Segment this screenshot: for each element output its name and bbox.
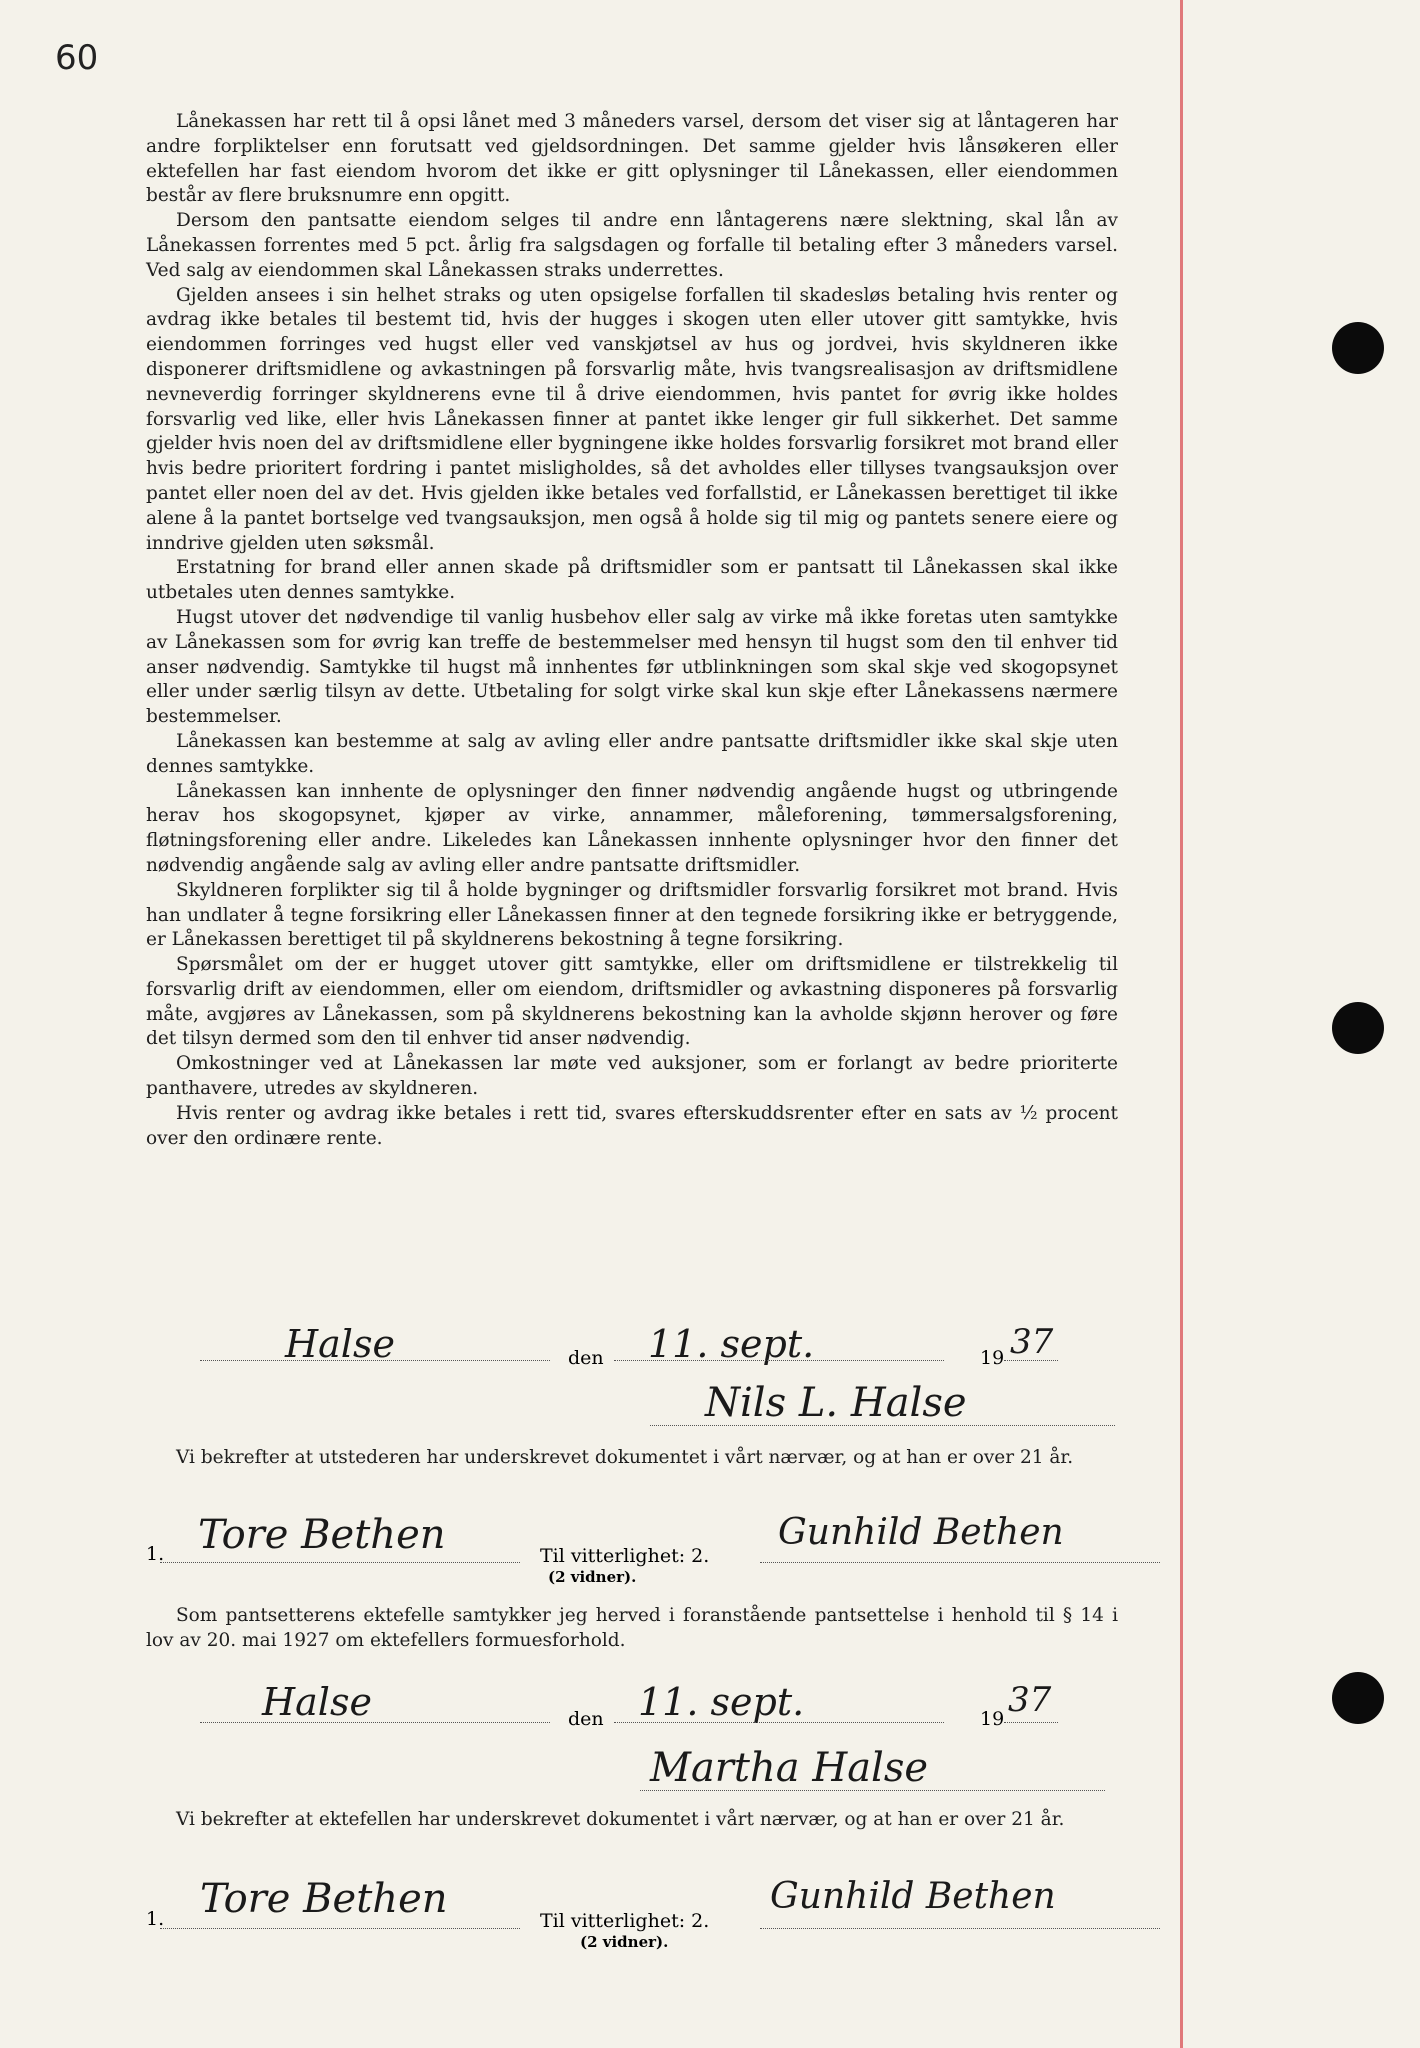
paragraph: Omkostninger ved at Lånekassen lar møte ved auksjoner, som er forlangt av bedre prioriterte panthavere, utredes av skyldneren. xyxy=(146,1053,1118,1100)
witness-1-signature: Tore Bethen xyxy=(198,1512,446,1558)
den-label: den xyxy=(568,1347,604,1369)
place-handwritten: Halse xyxy=(262,1680,372,1724)
body-text xyxy=(146,110,1118,1151)
signature-handwritten: Nils L. Halse xyxy=(705,1380,967,1426)
witness-2-line xyxy=(760,1562,1160,1563)
paragraph: Lånekassen kan innhente de oplysninger den finner nødvendig angående hugst og utbringende herav hos skogopsynet, kjøper av virke, annammer, måleforening, tømmersalgsforening, fløtningsforening eller andre. Likeledes kan Lånekassen innhente oplysninger hvor den finner det nødvendig angående salg av avling eller andre pantsatte driftsmidler. xyxy=(146,780,1118,876)
witness-2-signature: Gunhild Bethen xyxy=(770,1876,1056,1917)
witness-1-signature: Tore Bethen xyxy=(200,1876,448,1922)
year-handwritten: 37 xyxy=(1010,1322,1054,1362)
signature-handwritten: Martha Halse xyxy=(650,1745,929,1791)
witness-1-line xyxy=(160,1928,520,1929)
paragraph: Gjelden ansees i sin helhet straks og uten opsigelse forfallen til skadesløs betaling hvis renter og avdrag ikke betales til bestemt tid, hvis der hugges i skogen uten eller utover gitt samtykke, hvis eiendommen forringes ved hugst eller ved vanskjøtsel av hus og jordvei, hvis skyldneren ikke disponerer driftsmidlene og avkastningen på forsvarlig måte, hvis tvangsrealisasjon av driftsmidlene nevneverdig forringer skyldnerens evne til å drive eiendommen, hvis pantet for øvrig ikke holdes forsvarlig ved like, eller hvis Lånekassen finner at pantet ikke lenger gir full sikkerhet. Det samme gjelder hvis noen del av driftsmidlene eller bygningene ikke holdes forsvarlig forsikret mot brand eller hvis bedre prioritert fordring i pantet misligholdes, så det avholdes eller tillyses tvangsauksjon over pantet eller noen del av det. Hvis gjelden ikke betales ved forfallstid, er Lånekassen berettiget til ikke alene å la pantet bortselge ved tvangsauksjon, men også å holde sig til mig og pantets senere eiere og inndrive gjelden uten søksmål. xyxy=(146,284,1118,554)
year-prefix: 19 xyxy=(980,1708,1005,1730)
year-line xyxy=(1004,1722,1058,1723)
date-handwritten: 11. sept. xyxy=(648,1322,815,1366)
place-handwritten: Halse xyxy=(285,1322,395,1366)
punch-hole-middle xyxy=(1332,1002,1384,1054)
date-line xyxy=(614,1360,944,1361)
margin-line xyxy=(1180,0,1183,2048)
date-line xyxy=(614,1722,944,1723)
signature-line xyxy=(640,1790,1105,1791)
paragraph: Hvis renter og avdrag ikke betales i rett tid, svares efterskuddsrenter efter en sats av ½ procent over den ordinære rente. xyxy=(146,1102,1118,1149)
til-vitterlighet-label: Til vitterlighet: 2. xyxy=(540,1545,710,1567)
paragraph: Dersom den pantsatte eiendom selges til andre enn låntagerens nære slektning, skal lån av Lånekassen forrentes med 5 pct. årlig fra salgsdagen og forfalle til betaling efter 3 måneders varsel. Ved salg av eiendommen skal Lånekassen straks underrettes. xyxy=(146,210,1118,281)
witness-number-1: 1. xyxy=(146,1543,165,1565)
vidner-label: (2 vidner). xyxy=(548,1568,637,1586)
vidner-label: (2 vidner). xyxy=(580,1933,669,1951)
place-line xyxy=(200,1360,550,1361)
paragraph: Lånekassen kan bestemme at salg av avling eller andre pantsatte driftsmidler ikke skal skje uten dennes samtykke. xyxy=(146,730,1118,777)
paragraph: Lånekassen har rett til å opsi lånet med 3 måneders varsel, dersom det viser sig at låntageren har andre forpliktelser enn forutsatt ved gjeldsordningen. Det samme gjelder hvis lånsøkeren eller ektefellen har fast eiendom hvorom det ikke er gitt oplysninger til Lånekassen, eller eiendommen består av flere bruksnumre enn opgitt. xyxy=(146,111,1118,207)
signature-line xyxy=(650,1425,1115,1426)
paragraph: Hugst utover det nødvendige til vanlig husbehov eller salg av virke må ikke foretas uten samtykke av Lånekassen som for øvrig kan treffe de bestemmelser med hensyn til hugst som den til enhver tid anser nødvendig. Samtykke til hugst må innhentes før utblinkningen som skal skje ved skogopsynet eller under særlig tilsyn av dette. Utbetaling for solgt virke skal kun skje efter Lånekassens nærmere bestemmelser. xyxy=(146,606,1118,728)
witness-1-line xyxy=(160,1562,520,1563)
paragraph: Skyldneren forplikter sig til å holde bygninger og driftsmidler forsvarlig forsikret mot brand. Hvis han undlater å tegne forsikring eller Lånekassen finner at den tegnede forsikring ikke er betryggende, er Lånekassen berettiget til på skyldnerens bekostning å tegne forsikring. xyxy=(146,879,1118,951)
spouse-consent: Som pantsetterens ektefelle samtykker jeg herved i foranstående pantsettelse i henhold til § 14 i lov av 20. mai 1927 om ektefellers formuesforhold. xyxy=(146,1605,1118,1651)
den-label: den xyxy=(568,1708,604,1730)
witness-number-1: 1. xyxy=(146,1908,165,1930)
paragraph: Erstatning for brand eller annen skade på driftsmidler som er pantsatt til Lånekassen skal ikke utbetales uten dennes samtykke. xyxy=(146,557,1118,604)
til-vitterlighet-label: Til vitterlighet: 2. xyxy=(540,1910,710,1932)
witness-2-signature: Gunhild Bethen xyxy=(778,1512,1064,1553)
year-prefix: 19 xyxy=(980,1347,1005,1369)
witness-statement-1: Vi bekrefter at utstederen har underskrevet dokumentet i vårt nærvær, og at han er over 21 år. xyxy=(176,1447,1074,1468)
year-line xyxy=(1004,1360,1058,1361)
witness-2-line xyxy=(760,1928,1160,1929)
punch-hole-bottom xyxy=(1332,1672,1384,1724)
year-handwritten: 37 xyxy=(1008,1680,1052,1720)
paragraph: Spørsmålet om der er hugget utover gitt samtykke, eller om driftsmidlene er tilstrekkelig til forsvarlig drift av eiendommen, eller om eiendom, driftsmidler og avkastning disponeres på forsvarlig måte, avgjøres av Lånekassen, som på skyldnerens bekostning kan la avholde skjønn herover og føre det tilsyn dermed som den til enhver tid anser nødvendig. xyxy=(146,954,1118,1050)
place-line xyxy=(200,1722,550,1723)
date-handwritten: 11. sept. xyxy=(638,1680,805,1724)
punch-hole-top xyxy=(1332,322,1384,374)
witness-statement-2: Vi bekrefter at ektefellen har underskrevet dokumentet i vårt nærvær, og at han er over 21 år. xyxy=(176,1809,1065,1830)
page-number: 60 xyxy=(55,38,99,78)
